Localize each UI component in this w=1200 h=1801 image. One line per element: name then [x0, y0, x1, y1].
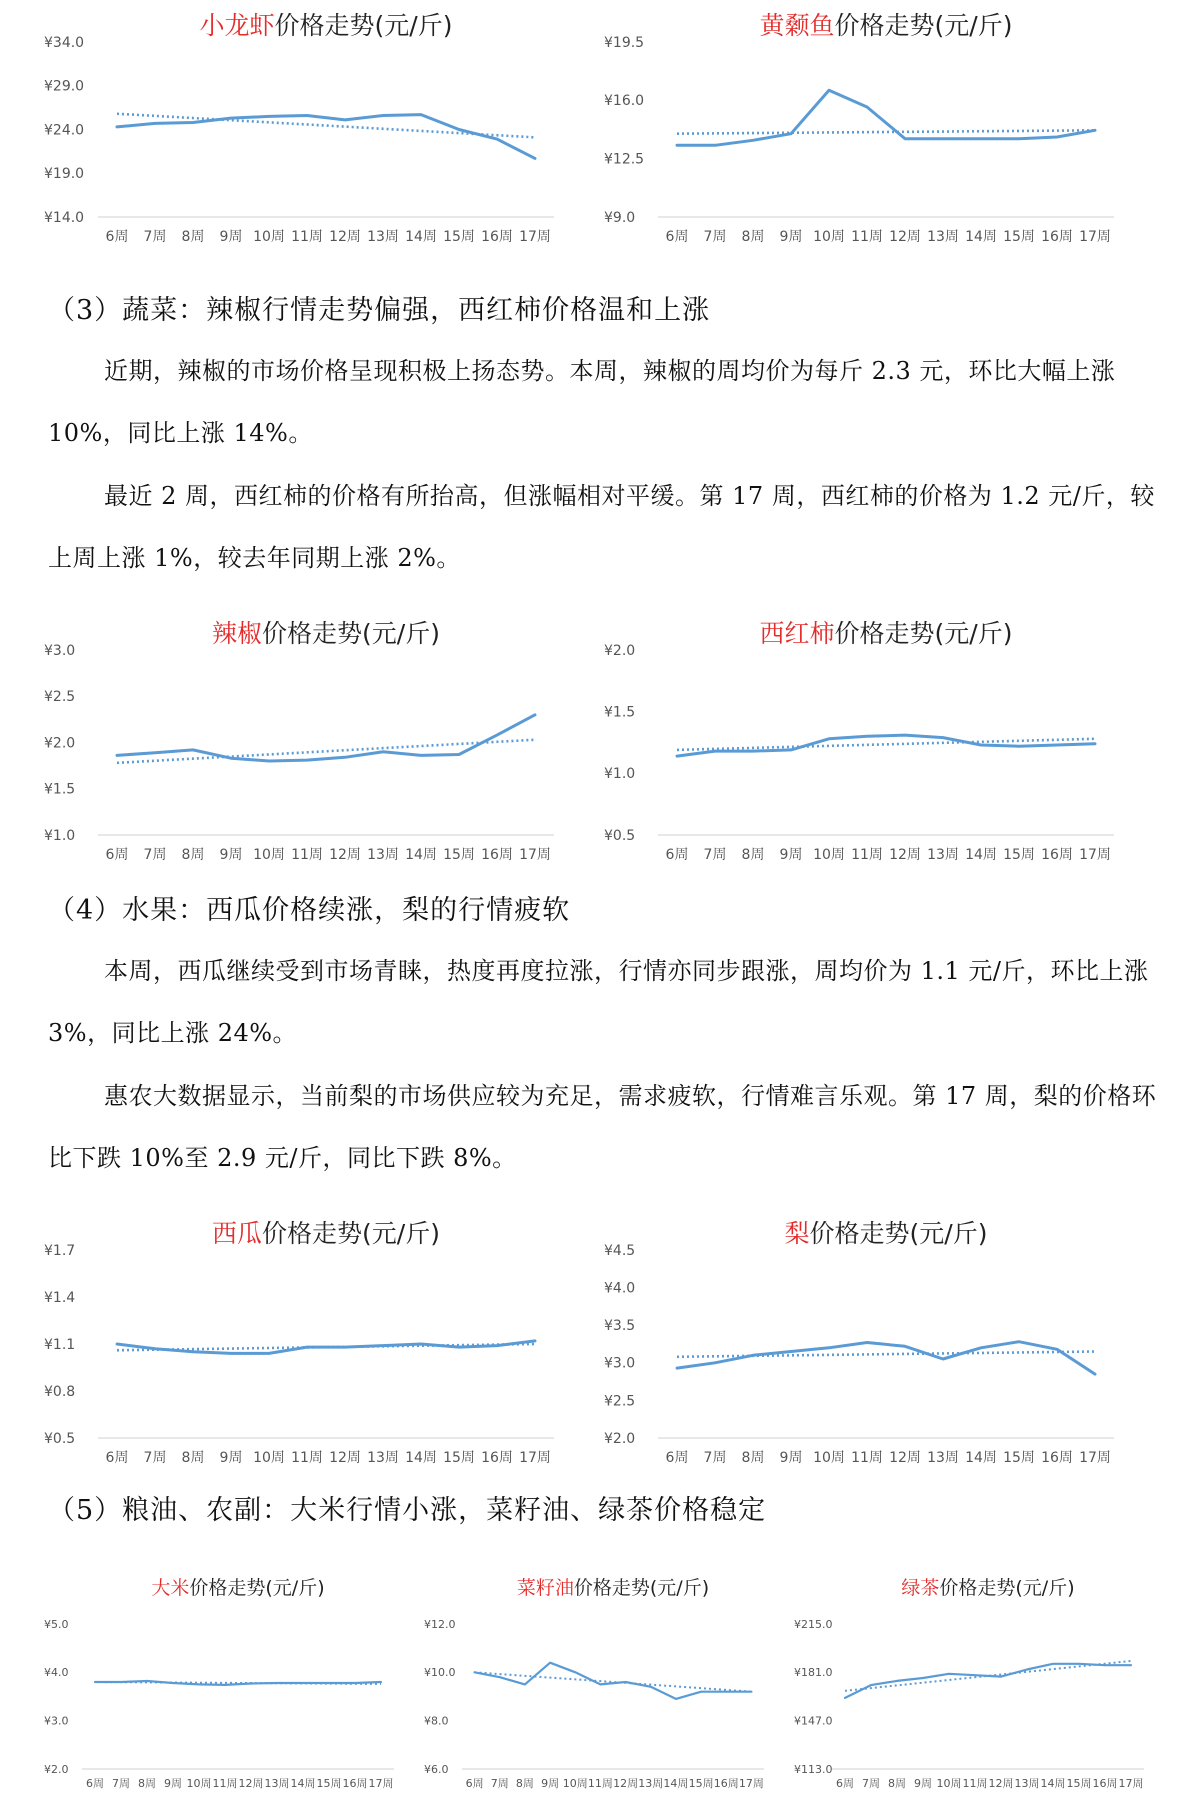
chart-title-product: 梨	[784, 1219, 810, 1248]
x-tick-label: 14周	[1040, 1777, 1066, 1790]
chart-dami	[40, 1572, 400, 1797]
x-tick-label: 8周	[888, 1777, 906, 1790]
y-tick-label: ¥3.0	[44, 642, 76, 659]
chart-title-product: 大米	[151, 1577, 190, 1599]
x-tick-label: 12周	[329, 1450, 361, 1466]
x-tick-label: 7周	[703, 847, 727, 863]
paragraph-xihongshi: 最近 2 周，西红柿的价格有所抬高，但涨幅相对平缓。第 17 周，西红柿的价格为 1.2 元/斤，较上周上涨 1%，较去年同期上涨 2%。	[48, 482, 1155, 572]
x-tick-label: 13周	[1014, 1777, 1040, 1790]
y-tick-label: ¥0.5	[604, 827, 636, 844]
y-tick-label: ¥19.5	[604, 34, 645, 51]
x-tick-label: 9周	[779, 847, 803, 863]
x-tick-label: 16周	[342, 1777, 368, 1790]
chart-title-product: 菜籽油	[516, 1577, 574, 1599]
x-tick-label: 6周	[836, 1777, 854, 1790]
x-tick-label: 11周	[962, 1777, 988, 1790]
x-tick-label: 11周	[291, 847, 323, 863]
x-tick-label: 6周	[665, 847, 689, 863]
paragraph-lajiao: 近期，辣椒的市场价格呈现积极上扬态势。本周，辣椒的周均价为每斤 2.3 元，环比大幅上涨 10%，同比上涨 14%。	[48, 357, 1116, 447]
chart-svg	[600, 1208, 1120, 1476]
chart-xigua	[40, 1208, 560, 1476]
y-tick-label: ¥2.0	[44, 735, 76, 752]
x-tick-label: 14周	[290, 1777, 316, 1790]
price-series-line	[117, 1341, 535, 1354]
x-tick-label: 10周	[253, 847, 285, 863]
x-tick-label: 9周	[219, 1450, 243, 1466]
x-tick-label: 12周	[329, 847, 361, 863]
x-tick-label: 16周	[481, 229, 513, 245]
y-tick-label: ¥2.5	[44, 689, 76, 706]
x-tick-label: 8周	[741, 847, 765, 863]
x-tick-label: 15周	[1003, 847, 1035, 863]
chart-title-suffix: 价格走势(元/斤)	[834, 619, 1013, 648]
section-heading-vegetables: （3）蔬菜：辣椒行情走势偏强，西红柿价格温和上涨	[48, 295, 711, 326]
x-tick-label: 15周	[1003, 1450, 1035, 1466]
x-tick-label: 17周	[519, 847, 551, 863]
y-tick-label: ¥6.0	[424, 1762, 449, 1776]
x-tick-label: 9周	[779, 1450, 803, 1466]
chart-svg	[40, 0, 560, 255]
chart-caiziyou	[420, 1572, 770, 1797]
x-tick-label: 12周	[889, 1450, 921, 1466]
y-tick-label: ¥4.5	[604, 1242, 636, 1259]
x-tick-label: 12周	[329, 229, 361, 245]
chart-xihongshi	[600, 608, 1120, 873]
chart-svg	[40, 1208, 560, 1476]
y-tick-label: ¥4.0	[604, 1280, 636, 1297]
y-tick-label: ¥113.0	[794, 1762, 833, 1776]
x-tick-label: 7周	[490, 1777, 509, 1790]
x-tick-label: 13周	[367, 847, 399, 863]
x-tick-label: 7周	[112, 1777, 130, 1790]
y-tick-label: ¥3.5	[604, 1318, 636, 1335]
y-tick-label: ¥181.0	[794, 1666, 833, 1680]
x-tick-label: 10周	[186, 1777, 212, 1790]
x-tick-label: 17周	[1118, 1777, 1144, 1790]
price-series-line	[475, 1663, 752, 1699]
x-tick-label: 14周	[405, 1450, 437, 1466]
paragraph-xigua: 本周，西瓜继续受到市场青睐，热度再度拉涨，行情亦同步跟涨，周均价为 1.1 元/斤，环比上涨 3%，同比上涨 24%。	[48, 957, 1149, 1047]
x-tick-label: 8周	[138, 1777, 156, 1790]
x-tick-label: 16周	[1092, 1777, 1118, 1790]
x-tick-label: 15周	[688, 1777, 714, 1790]
price-series-line	[95, 1681, 381, 1685]
x-tick-label: 12周	[889, 847, 921, 863]
x-tick-label: 9周	[219, 229, 243, 245]
paragraph-li: 惠农大数据显示，当前梨的市场供应较为充足，需求疲软，行情难言乐观。第 17 周，梨的价格环比下跌 10%至 2.9 元/斤，同比下跌 8%。	[48, 1082, 1157, 1172]
y-tick-label: ¥1.4	[44, 1289, 76, 1306]
x-tick-label: 8周	[741, 1450, 765, 1466]
x-tick-label: 7周	[703, 229, 727, 245]
x-tick-label: 17周	[1079, 1450, 1111, 1466]
chart-title	[785, 1219, 988, 1248]
trend-line	[677, 1352, 1095, 1357]
chart-svg	[600, 0, 1120, 255]
price-series-line	[117, 715, 535, 761]
x-tick-label: 15周	[443, 229, 475, 245]
y-tick-label: ¥3.0	[44, 1714, 69, 1728]
chart-title-product: 小龙虾	[199, 11, 275, 40]
x-tick-label: 14周	[965, 1450, 997, 1466]
y-tick-label: ¥24.0	[44, 122, 85, 139]
y-tick-label: ¥9.0	[604, 209, 636, 226]
x-tick-label: 10周	[562, 1777, 588, 1790]
x-tick-label: 7周	[703, 1450, 727, 1466]
chart-title-suffix: 价格走势(元/斤)	[939, 1577, 1075, 1599]
x-tick-label: 8周	[181, 229, 205, 245]
chart-title	[151, 1577, 324, 1599]
price-series-line	[845, 1664, 1131, 1698]
chart-title-product: 绿茶	[901, 1577, 940, 1599]
chart-xiaolongxia	[40, 0, 560, 255]
price-series-line	[677, 90, 1095, 145]
x-tick-label: 16周	[481, 1450, 513, 1466]
chart-title-suffix: 价格走势(元/斤)	[274, 11, 453, 40]
x-tick-label: 16周	[1041, 229, 1073, 245]
x-tick-label: 9周	[219, 847, 243, 863]
chart-svg	[40, 608, 560, 873]
section-heading-grain-oil: （5）粮油、农副：大米行情小涨，菜籽油、绿茶价格稳定	[48, 1495, 767, 1526]
chart-svg	[790, 1572, 1150, 1797]
x-tick-label: 11周	[212, 1777, 238, 1790]
x-tick-label: 17周	[1079, 229, 1111, 245]
x-tick-label: 11周	[587, 1777, 613, 1790]
section-heading-fruits: （4）水果：西瓜价格续涨，梨的行情疲软	[48, 895, 571, 926]
chart-title-suffix: 价格走势(元/斤)	[189, 1577, 325, 1599]
x-tick-label: 14周	[405, 847, 437, 863]
x-tick-label: 6周	[105, 847, 129, 863]
y-tick-label: ¥1.0	[604, 766, 636, 783]
chart-title-product: 西红柿	[759, 619, 835, 648]
x-tick-label: 8周	[515, 1777, 534, 1790]
x-tick-label: 10周	[253, 1450, 285, 1466]
y-tick-label: ¥215.0	[794, 1617, 833, 1631]
x-tick-label: 11周	[851, 847, 883, 863]
chart-title	[517, 1577, 709, 1599]
y-tick-label: ¥10.0	[424, 1666, 456, 1680]
x-tick-label: 9周	[779, 229, 803, 245]
x-tick-label: 17周	[738, 1777, 764, 1790]
x-tick-label: 6周	[105, 1450, 129, 1466]
x-tick-label: 14周	[663, 1777, 689, 1790]
x-tick-label: 11周	[851, 229, 883, 245]
chart-title	[212, 619, 440, 648]
x-tick-label: 16周	[1041, 847, 1073, 863]
y-tick-label: ¥34.0	[44, 34, 85, 51]
y-tick-label: ¥1.1	[44, 1336, 76, 1353]
x-tick-label: 6周	[105, 229, 129, 245]
price-series-line	[677, 735, 1095, 756]
chart-title-suffix: 价格走势(元/斤)	[262, 619, 440, 648]
x-tick-label: 13周	[927, 1450, 959, 1466]
chart-title	[760, 619, 1013, 648]
y-tick-label: ¥29.0	[44, 78, 85, 95]
x-tick-label: 6周	[665, 229, 689, 245]
x-tick-label: 16周	[481, 847, 513, 863]
x-tick-label: 7周	[143, 229, 167, 245]
chart-lajiao	[40, 608, 560, 873]
y-tick-label: ¥4.0	[44, 1666, 69, 1680]
x-tick-label: 11周	[291, 229, 323, 245]
x-tick-label: 11周	[851, 1450, 883, 1466]
chart-li	[600, 1208, 1120, 1476]
x-tick-label: 7周	[143, 1450, 167, 1466]
x-tick-label: 13周	[367, 1450, 399, 1466]
x-tick-label: 6周	[86, 1777, 104, 1790]
x-tick-label: 12周	[238, 1777, 264, 1790]
chart-lvcha	[790, 1572, 1150, 1797]
y-tick-label: ¥12.5	[604, 151, 645, 168]
x-tick-label: 6周	[665, 1450, 689, 1466]
x-tick-label: 9周	[914, 1777, 932, 1790]
x-tick-label: 9周	[164, 1777, 182, 1790]
y-tick-label: ¥2.5	[604, 1393, 636, 1410]
x-tick-label: 17周	[519, 229, 551, 245]
y-tick-label: ¥3.0	[604, 1355, 636, 1372]
x-tick-label: 6周	[465, 1777, 484, 1790]
x-tick-label: 14周	[965, 229, 997, 245]
x-tick-label: 15周	[1066, 1777, 1092, 1790]
x-tick-label: 10周	[813, 1450, 845, 1466]
x-tick-label: 7周	[862, 1777, 880, 1790]
y-tick-label: ¥0.5	[44, 1430, 76, 1447]
x-tick-label: 17周	[519, 1450, 551, 1466]
x-tick-label: 7周	[143, 847, 167, 863]
chart-title	[901, 1577, 1074, 1599]
y-tick-label: ¥5.0	[44, 1617, 69, 1631]
chart-svg	[420, 1572, 770, 1797]
chart-title	[200, 11, 453, 40]
y-tick-label: ¥16.0	[604, 93, 645, 110]
chart-title	[212, 1219, 440, 1248]
y-tick-label: ¥147.0	[794, 1714, 833, 1728]
x-tick-label: 10周	[813, 847, 845, 863]
x-tick-label: 17周	[1079, 847, 1111, 863]
x-tick-label: 12周	[613, 1777, 639, 1790]
x-tick-label: 12周	[889, 229, 921, 245]
y-tick-label: ¥14.0	[44, 209, 85, 226]
x-tick-label: 14周	[405, 229, 437, 245]
x-tick-label: 16周	[1041, 1450, 1073, 1466]
chart-title-product: 辣椒	[212, 619, 263, 648]
x-tick-label: 13周	[927, 229, 959, 245]
y-tick-label: ¥0.8	[44, 1383, 76, 1400]
y-tick-label: ¥12.0	[424, 1617, 456, 1631]
x-tick-label: 10周	[813, 229, 845, 245]
x-tick-label: 8周	[741, 229, 765, 245]
chart-title-suffix: 价格走势(元/斤)	[262, 1219, 440, 1248]
x-tick-label: 14周	[965, 847, 997, 863]
x-tick-label: 15周	[443, 847, 475, 863]
y-tick-label: ¥2.0	[604, 1430, 636, 1447]
y-tick-label: ¥1.5	[44, 781, 76, 798]
x-tick-label: 15周	[443, 1450, 475, 1466]
y-tick-label: ¥2.0	[44, 1762, 69, 1776]
x-tick-label: 15周	[1003, 229, 1035, 245]
x-tick-label: 15周	[316, 1777, 342, 1790]
chart-svg	[40, 1572, 400, 1797]
x-tick-label: 10周	[936, 1777, 962, 1790]
chart-title-suffix: 价格走势(元/斤)	[834, 11, 1013, 40]
chart-title-suffix: 价格走势(元/斤)	[573, 1577, 710, 1599]
x-tick-label: 9周	[541, 1777, 560, 1790]
chart-svg	[600, 608, 1120, 873]
x-tick-label: 16周	[713, 1777, 739, 1790]
x-tick-label: 13周	[367, 229, 399, 245]
x-tick-label: 13周	[638, 1777, 664, 1790]
y-tick-label: ¥2.0	[604, 642, 636, 659]
y-tick-label: ¥1.5	[604, 704, 636, 721]
x-tick-label: 10周	[253, 229, 285, 245]
chart-huangsangyu	[600, 0, 1120, 255]
chart-title-suffix: 价格走势(元/斤)	[809, 1219, 988, 1248]
trend-line	[677, 130, 1095, 133]
y-tick-label: ¥8.0	[424, 1714, 449, 1728]
x-tick-label: 13周	[264, 1777, 290, 1790]
y-tick-label: ¥19.0	[44, 166, 85, 183]
x-tick-label: 17周	[368, 1777, 394, 1790]
x-tick-label: 11周	[291, 1450, 323, 1466]
x-tick-label: 12周	[988, 1777, 1014, 1790]
x-tick-label: 8周	[181, 1450, 205, 1466]
chart-title	[760, 11, 1013, 40]
price-series-line	[117, 115, 535, 159]
y-tick-label: ¥1.7	[44, 1242, 76, 1259]
price-series-line	[677, 1342, 1095, 1374]
x-tick-label: 13周	[927, 847, 959, 863]
chart-title-product: 黄颡鱼	[759, 11, 835, 40]
x-tick-label: 8周	[181, 847, 205, 863]
y-tick-label: ¥1.0	[44, 827, 76, 844]
chart-title-product: 西瓜	[212, 1219, 263, 1248]
